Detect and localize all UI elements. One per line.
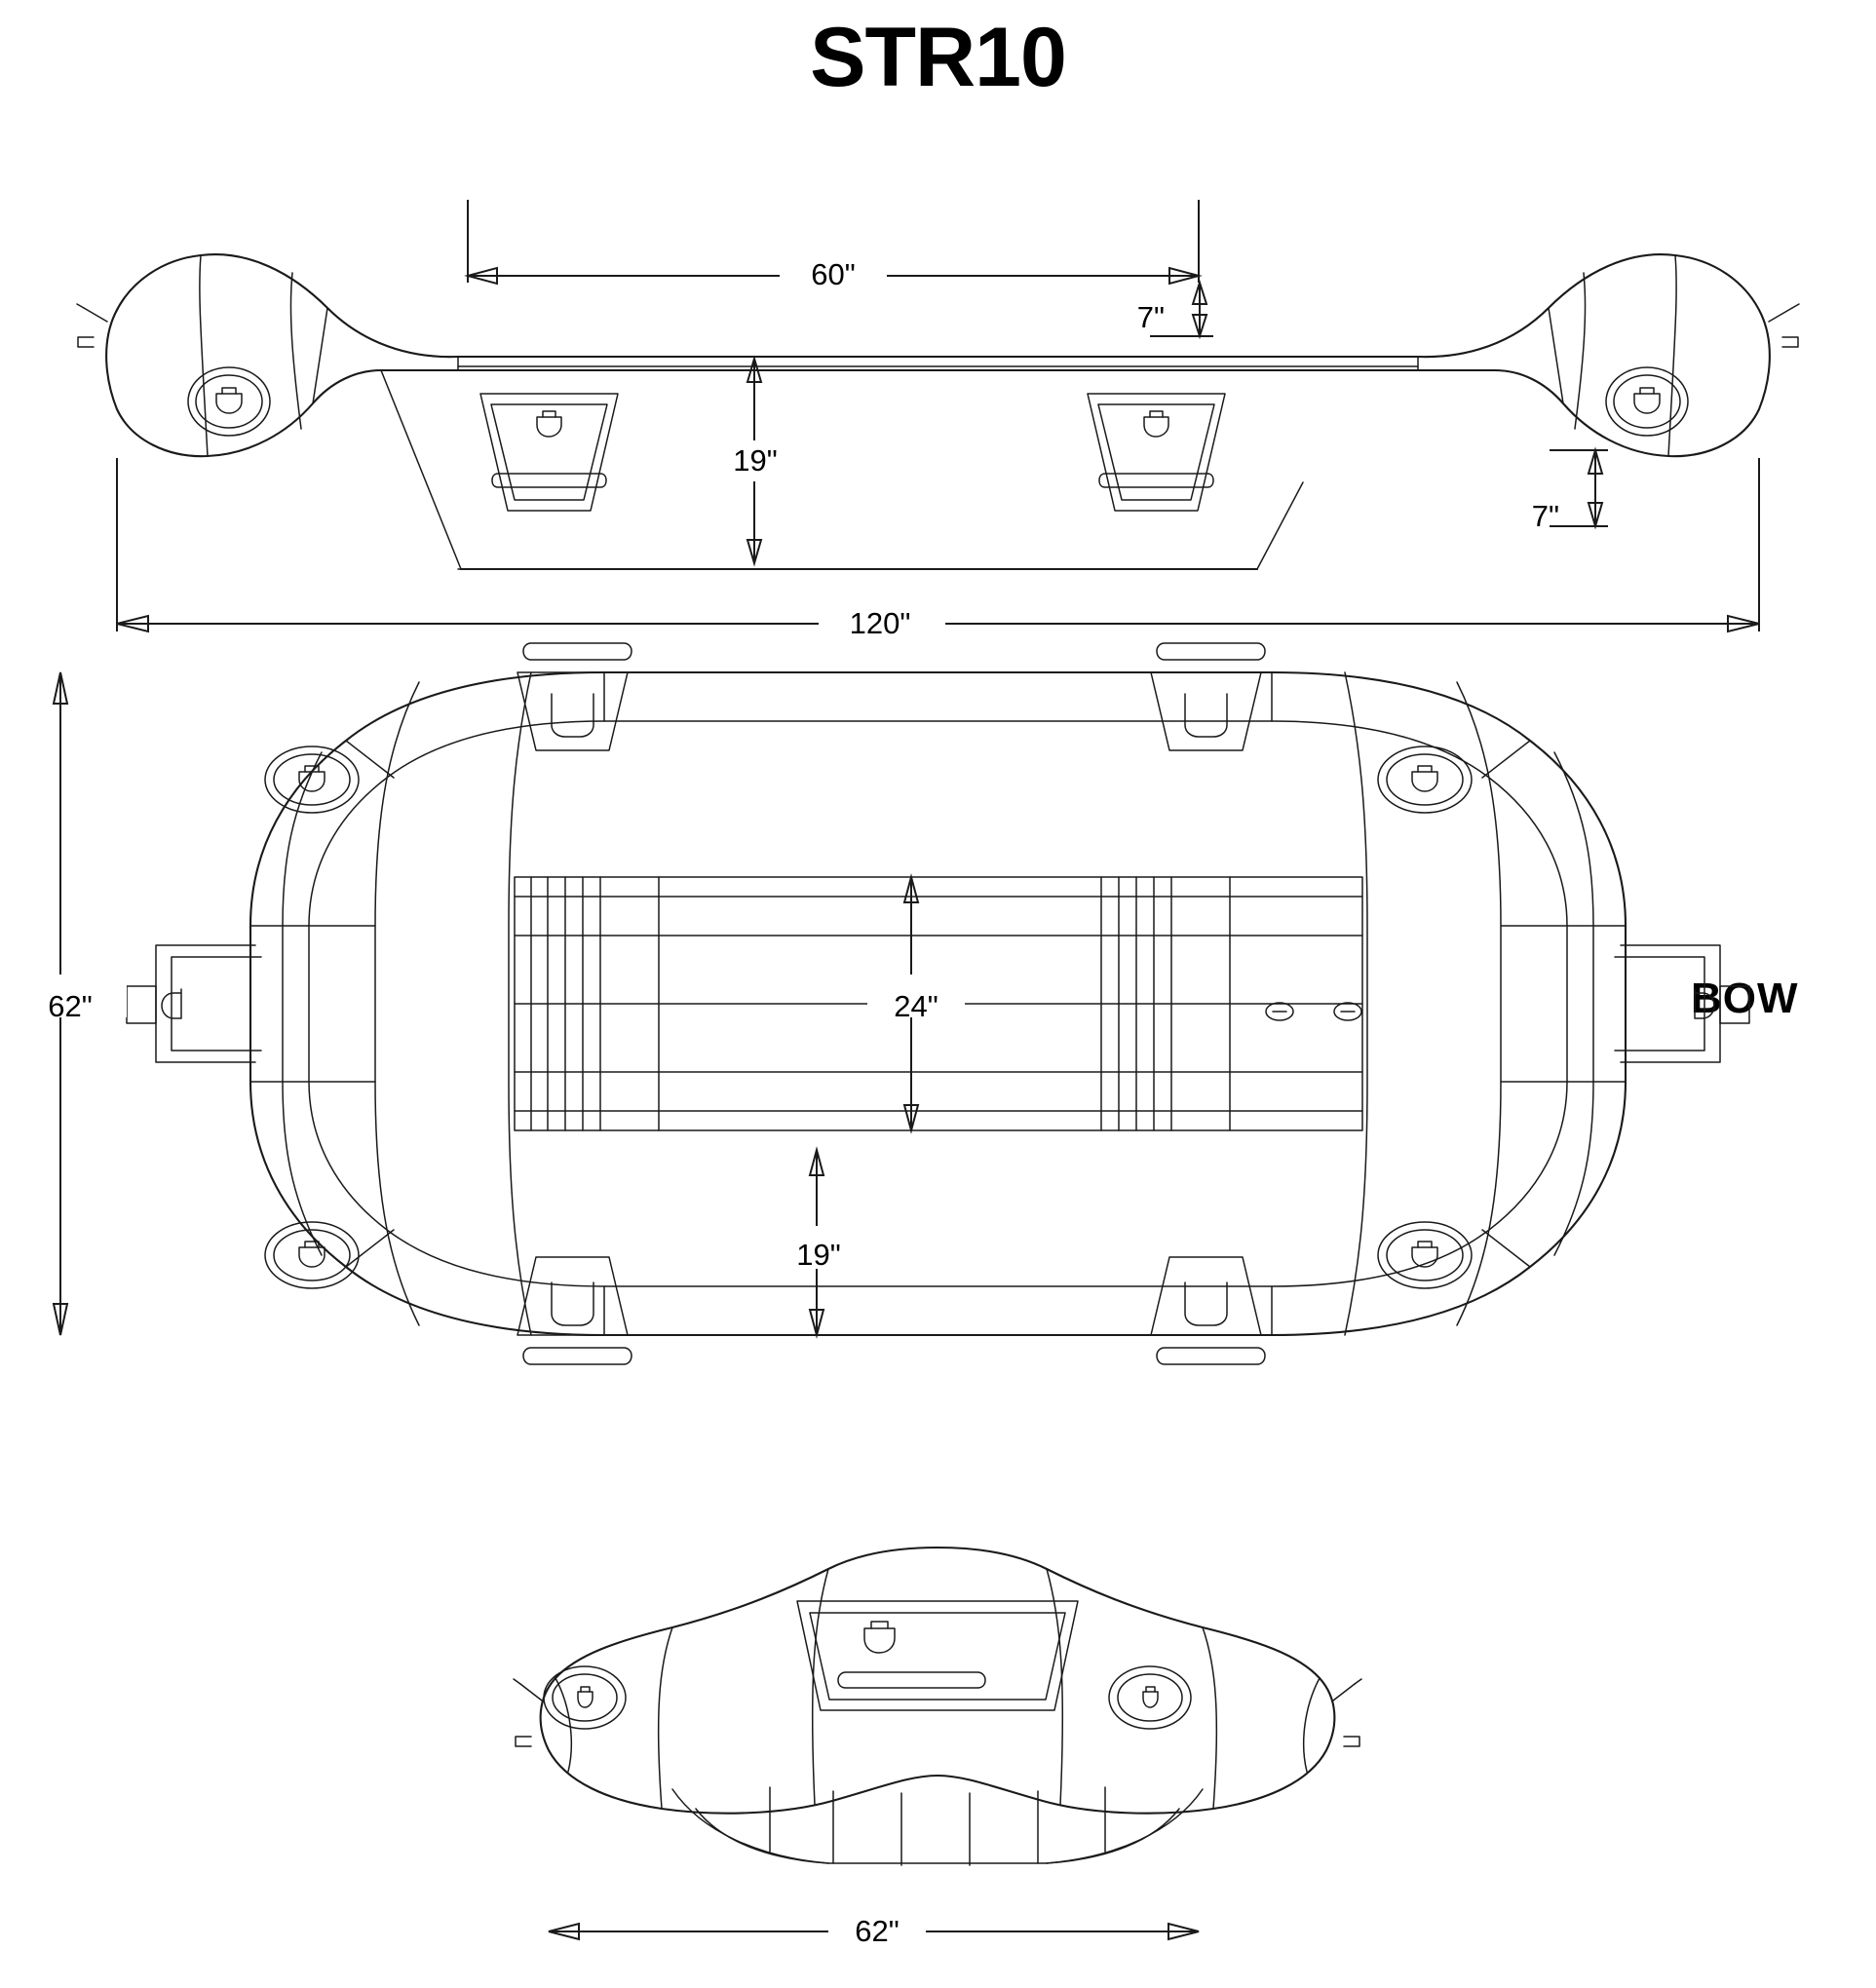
dim-19-side: 19" [733,443,778,478]
end-view-dimensions [549,1910,1199,1953]
dim-120: 120" [849,606,911,640]
dim-62-top: 62" [48,989,93,1023]
dim-7-upper: 7" [1136,300,1165,334]
dim-60: 60" [811,257,856,291]
bow-direction-label: BOW [1691,975,1799,1022]
dim-7-lower: 7" [1531,499,1559,533]
end-view [514,1548,1361,1865]
page-title: STR10 [810,11,1066,104]
dim-62-end: 62" [855,1914,900,1948]
side-view-dimensions [117,200,1759,643]
dim-24: 24" [894,989,938,1023]
dim-19-top: 19" [796,1238,841,1272]
